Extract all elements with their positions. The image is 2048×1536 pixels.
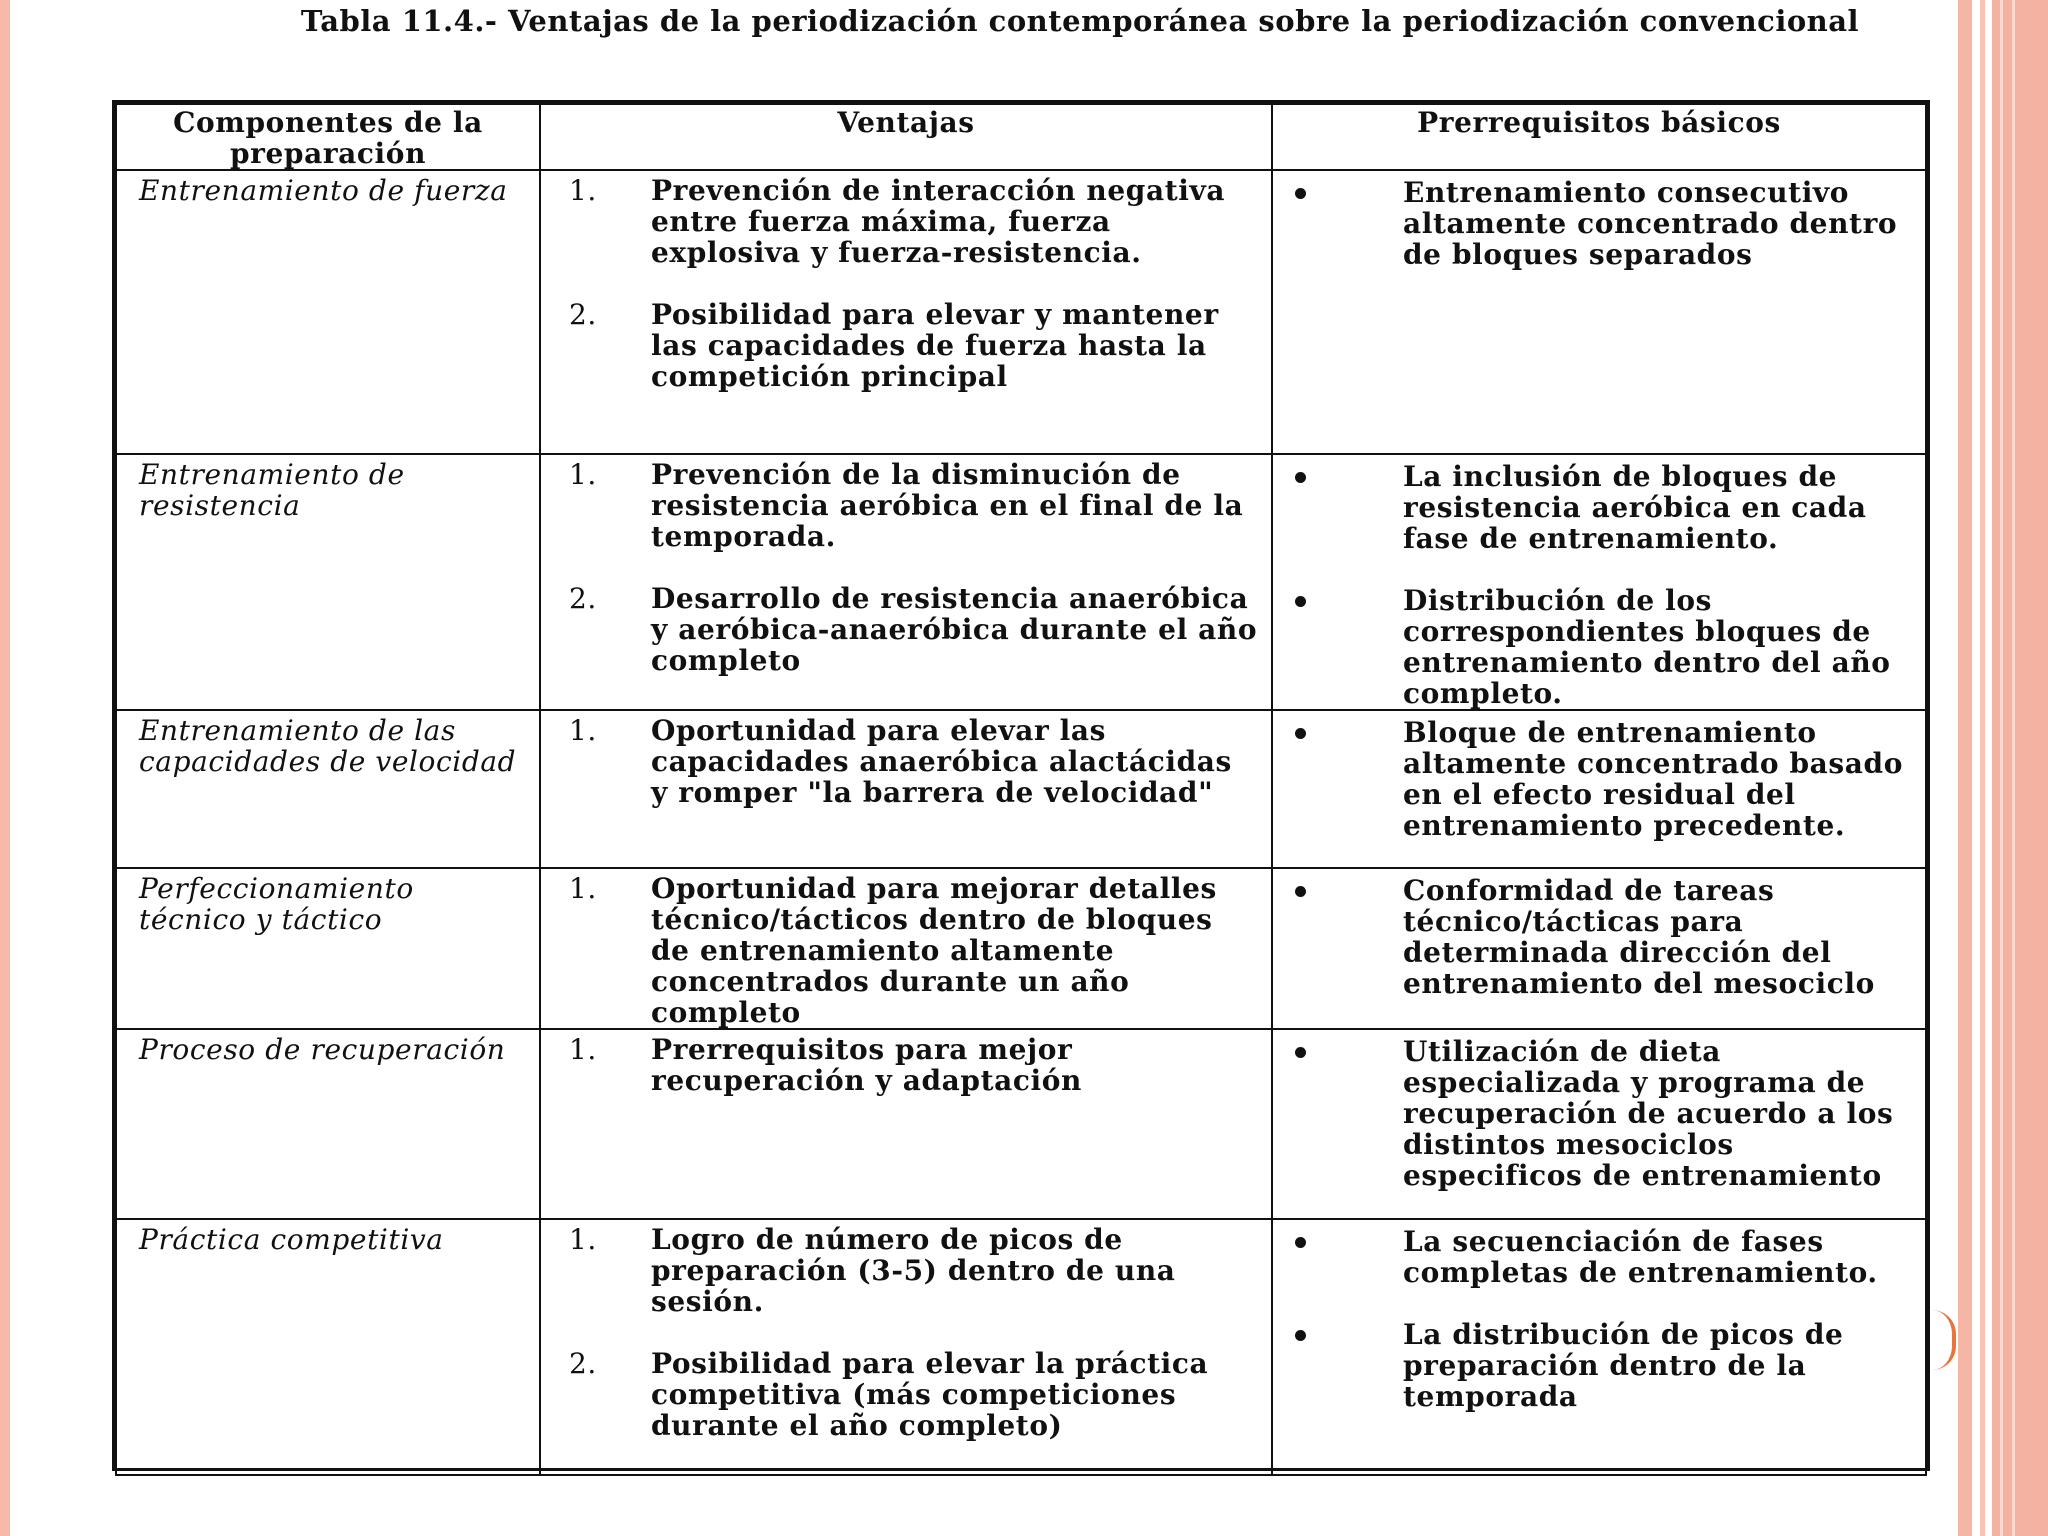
advantages-cell: [540, 1029, 1272, 1219]
bullet-icon: [1273, 1319, 1403, 1412]
header-prerequisites: Prerrequisitos básicos: [1272, 104, 1926, 170]
header-row: [116, 104, 1926, 170]
component-cell: Entrenamiento de fuerza: [116, 170, 540, 454]
prerequisite-text: La inclusión de bloques de resistencia aeróbica en cada fase de entrenamiento.: [1403, 460, 1867, 555]
prerequisite-text: La distribución de picos de preparación dentro de la temporada: [1403, 1318, 1844, 1413]
advantage-item: [541, 873, 1271, 1028]
right-border-line: [2012, 0, 2015, 1536]
advantage-text: Posibilidad para elevar y mantener las capacidades de fuerza hasta la competición principal: [651, 298, 1219, 393]
advantage-text: Logro de número de picos de preparación (3-5) dentro de una sesión.: [651, 1223, 1176, 1318]
prerequisite-item: [1273, 875, 1925, 999]
left-border-stripe: [0, 0, 10, 1536]
prerequisite-item: [1273, 585, 1925, 709]
bullet-icon: [1273, 585, 1403, 709]
bullet-icon: [1273, 1226, 1403, 1288]
component-cell: Práctica competitiva: [116, 1219, 540, 1475]
comparison-table: [112, 100, 1930, 1471]
prerequisites-cell: [1272, 170, 1926, 454]
table-row: [116, 710, 1926, 868]
item-number: 1.: [569, 714, 597, 747]
advantage-item: [541, 299, 1271, 392]
component-cell: Perfeccionamiento técnico y táctico: [116, 868, 540, 1029]
prerequisites-cell: [1272, 710, 1926, 868]
prerequisite-item: [1273, 461, 1925, 554]
advantage-item: [541, 715, 1271, 808]
item-number: 2.: [569, 298, 597, 331]
prerequisite-item: [1273, 1319, 1925, 1412]
item-number: 1.: [569, 174, 597, 207]
bullet-icon: [1273, 717, 1403, 841]
advantage-item: [541, 175, 1271, 268]
advantage-text: Oportunidad para elevar las capacidades anaeróbica alactácidas y romper "la barrera de velocidad": [651, 714, 1232, 809]
advantages-cell: [540, 454, 1272, 710]
table-row: [116, 170, 1926, 454]
table-row: [116, 1029, 1926, 1219]
header-advantages: Ventajas: [540, 104, 1272, 170]
decorative-arc: [1932, 1310, 1956, 1370]
prerequisite-text: Conformidad de tareas técnico/tácticas para determinada dirección del entrenamiento del mesociclo: [1403, 874, 1875, 1000]
right-border-stripe: [1958, 0, 1972, 1536]
advantage-item: [541, 1224, 1271, 1317]
table-row: [116, 1219, 1926, 1475]
prerequisites-cell: [1272, 1219, 1926, 1475]
prerequisite-text: Entrenamiento consecutivo altamente concentrado dentro de bloques separados: [1403, 176, 1898, 271]
advantage-item: [541, 1034, 1271, 1096]
component-cell: Proceso de recuperación: [116, 1029, 540, 1219]
right-border-line: [2000, 0, 2003, 1536]
bullet-icon: [1273, 461, 1403, 554]
table-title: Tabla 11.4.- Ventajas de la periodización contemporánea sobre la periodización convencional: [300, 4, 1860, 38]
advantage-item: [541, 1348, 1271, 1441]
bullet-icon: [1273, 177, 1403, 270]
component-cell: Entrenamiento de las capacidades de velocidad: [116, 710, 540, 868]
item-number: 2.: [569, 582, 597, 615]
item-number: 1.: [569, 1223, 597, 1256]
advantage-text: Prevención de la disminución de resistencia aeróbica en el final de la temporada.: [651, 458, 1244, 553]
item-number: 1.: [569, 872, 597, 905]
prerequisite-item: [1273, 1226, 1925, 1288]
advantage-item: [541, 459, 1271, 552]
table-row: [116, 868, 1926, 1029]
advantages-cell: [540, 710, 1272, 868]
prerequisite-text: Utilización de dieta especializada y programa de recuperación de acuerdo a los distintos mesociclos especificos de entrenamiento: [1403, 1035, 1894, 1192]
prerequisites-cell: [1272, 1029, 1926, 1219]
prerequisites-cell: [1272, 868, 1926, 1029]
advantage-text: Prerrequisitos para mejor recuperación y adaptación: [651, 1033, 1082, 1097]
prerequisite-text: Bloque de entrenamiento altamente concentrado basado en el efecto residual del entrenamiento precedente.: [1403, 716, 1903, 842]
bullet-icon: [1273, 1036, 1403, 1191]
advantages-cell: [540, 868, 1272, 1029]
prerequisite-item: [1273, 1036, 1925, 1191]
table-row: [116, 454, 1926, 710]
prerequisite-text: Distribución de los correspondientes bloques de entrenamiento dentro del año completo.: [1403, 584, 1891, 710]
item-number: 1.: [569, 1033, 597, 1066]
prerequisite-text: La secuenciación de fases completas de entrenamiento.: [1403, 1225, 1878, 1289]
advantages-cell: [540, 170, 1272, 454]
advantages-cell: [540, 1219, 1272, 1475]
advantage-text: Desarrollo de resistencia anaeróbica y aeróbica-anaeróbica durante el año completo: [651, 582, 1258, 677]
prerequisites-cell: [1272, 454, 1926, 710]
component-cell: Entrenamiento de resistencia: [116, 454, 540, 710]
right-border-stripe: [1980, 0, 1985, 1536]
item-number: 2.: [569, 1347, 597, 1380]
item-number: 1.: [569, 458, 597, 491]
bullet-icon: [1273, 875, 1403, 999]
advantage-item: [541, 583, 1271, 676]
advantage-text: Prevención de interacción negativa entre fuerza máxima, fuerza explosiva y fuerza-resistencia.: [651, 174, 1226, 269]
header-components: Componentes de la preparación: [116, 104, 540, 170]
advantage-text: Oportunidad para mejorar detalles técnico/tácticos dentro de bloques de entrenamiento altamente concentrados durante un año completo: [651, 872, 1217, 1029]
prerequisite-item: [1273, 717, 1925, 841]
advantage-text: Posibilidad para elevar la práctica competitiva (más competiciones durante el año completo): [651, 1347, 1209, 1442]
prerequisite-item: [1273, 177, 1925, 270]
